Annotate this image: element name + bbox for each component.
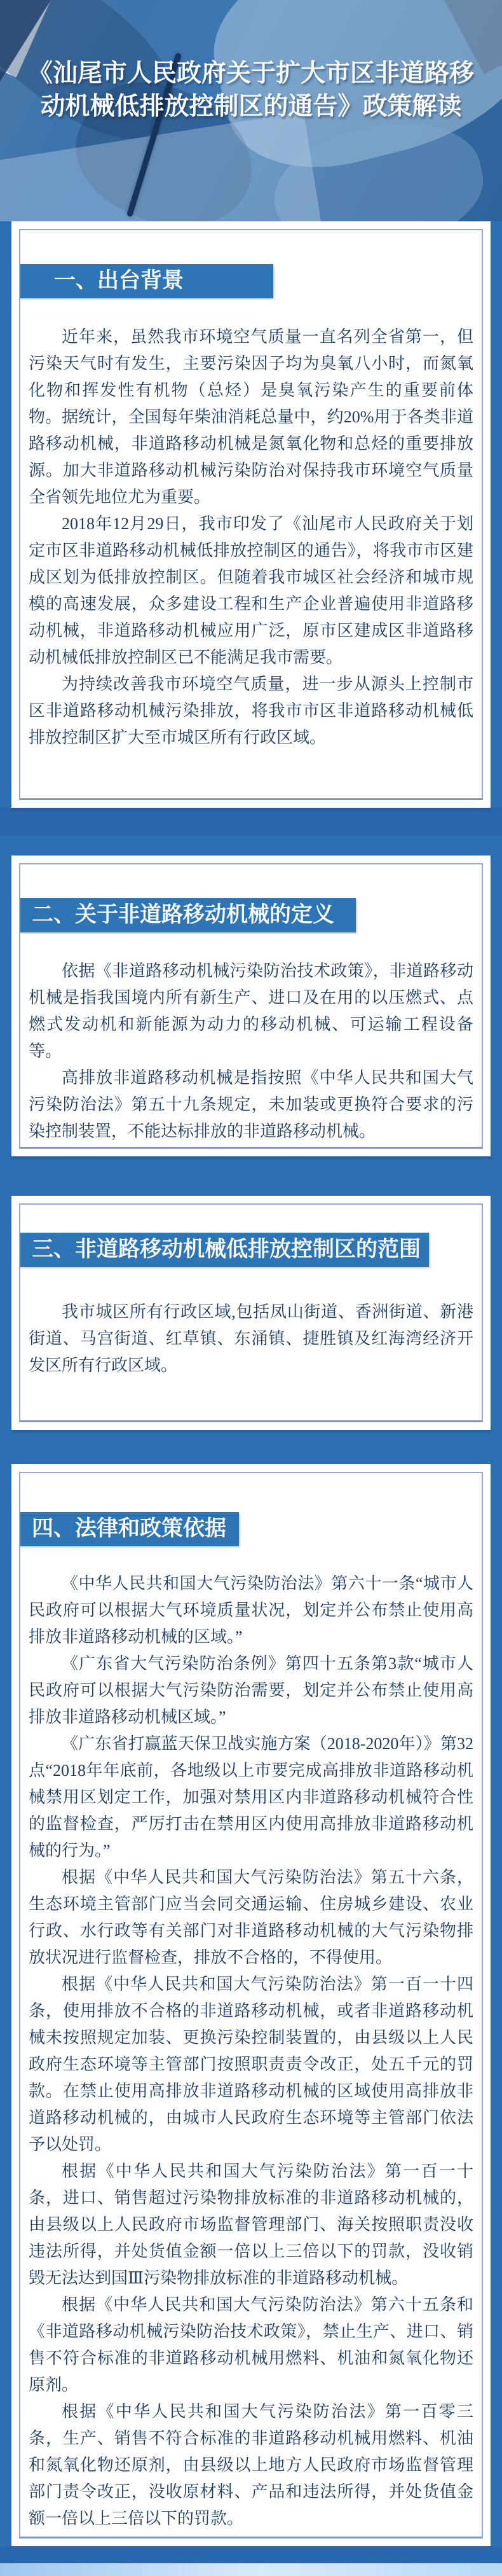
footer-light-strip xyxy=(0,2563,502,2576)
section-card-scope xyxy=(11,1196,491,1430)
paragraph: 《广东省大气污染防治条例》第四十五条第3款“城市人民政府可以根据大气污染防治需要，划定并公布禁止使用高排放非道路移动机械区域。” xyxy=(29,1654,473,1726)
paragraph: 2018年12月29日，我市印发了《汕尾市人民政府关于划定市区非道路移动机械低排放控制区的通告》，将我市市区建成区划为低排放控制区。但随着我市城区社会经济和城市规模的高速发展，众多建设工程和生产企业普遍使用非道路移动机械，非道路移动机械应用广泛，原市区建成区非道路移动机械低排放控制区已不能满足我市需要。 xyxy=(29,515,473,667)
section-heading-bar-3 xyxy=(19,1233,429,1267)
hero-banner xyxy=(0,0,502,221)
section-card-legal-basis xyxy=(11,1464,491,2546)
card-inner-border xyxy=(19,1472,483,2538)
paragraph: 根据《中华人民共和国大气污染防治法》第一百零三条，生产、销售不符合标准的非道路移动机械用燃料、机油和氮氧化物还原剂，由县级以上地方人民政府市场监督管理部门责令改正，没收原材料、产品和违法所得，并处货值金额一倍以上三倍以下的罚款。 xyxy=(29,2402,473,2528)
section-body xyxy=(20,958,482,1145)
paragraph: 《中华人民共和国大气污染防治法》第六十一条“城市人民政府可以根据大气环境质量状况，划定并公布禁止使用高排放非道路移动机械的区域。” xyxy=(29,1574,473,1646)
section-body xyxy=(20,324,482,751)
card-inner-border xyxy=(19,863,483,1149)
section-heading-bar-4 xyxy=(19,1512,239,1546)
page-title: 《汕尾市人民政府关于扩大市区非道路移动机械低排放控制区的通告》政策解读 xyxy=(27,60,474,120)
paragraph: 我市城区所有行政区域,包括凤山街道、香洲街道、新港街道、马宫街道、红草镇、东涌镇、捷胜镇及红海湾经济开发区所有行政区域。 xyxy=(29,1303,473,1375)
section-heading-label: 四、法律和政策依据 xyxy=(32,1517,226,1541)
bottom-blue-band xyxy=(0,2546,502,2563)
paragraph: 高排放非道路移动机械是指按照《中华人民共和国大气污染防治法》第五十九条规定，未加装或更换符合要求的污染控制装置，不能达标排放的非道路移动机械。 xyxy=(29,1069,473,1140)
paragraph: 根据《中华人民共和国大气污染防治法》第五十六条，生态环境主管部门应当会同交通运输、住房城乡建设、农业行政、水行政等有关部门对非道路移动机械的大气污染物排放状况进行监督检查，排放不合格的，不得使用。 xyxy=(29,1868,473,1967)
section-card-background xyxy=(11,221,491,808)
paragraph: 根据《中华人民共和国大气污染防治法》第一百一十四条，使用排放不合格的非道路移动机械，或者非道路移动机械未按照规定加装、更换污染控制装置的，由县级以上人民政府生态环境等主管部门按照职责责令改正，处五千元的罚款。在禁止使用高排放非道路移动机械的区域使用高排放非道路移动机械的，由城市人民政府生态环境等主管部门依法予以处罚。 xyxy=(29,1975,473,2154)
section-heading-label: 一、出台背景 xyxy=(54,269,184,293)
paragraph: 近年来，虽然我市环境空气质量一直名列全省第一，但污染天气时有发生，主要污染因子均为臭氧八小时，而氮氧化物和挥发性有机物（总烃）是臭氧污染产生的重要前体物。据统计，全国每年柴油消耗总量中，约20%用于各类非道路移动机械，非道路移动机械是氮氧化物和总烃的重要排放源。加大非道路移动机械污染防治对保持我市环境空气质量全省领先地位尤为重要。 xyxy=(29,328,473,506)
section-heading-bar-1 xyxy=(19,264,273,298)
section-card-definition xyxy=(11,855,491,1156)
paragraph: 依据《非道路移动机械污染防治技术政策》，非道路移动机械是指我国境内所有新生产、进口及在用的以压燃式、点燃式发动机和新能源为动力的移动机械、可运输工程设备等。 xyxy=(29,962,473,1060)
section-body xyxy=(20,1299,482,1379)
section-heading-bar-2 xyxy=(19,898,356,932)
section-heading-label: 二、关于非道路移动机械的定义 xyxy=(32,903,334,927)
card-inner-border xyxy=(19,1203,483,1422)
section-body xyxy=(20,1570,482,2532)
background-seam-band xyxy=(0,808,502,835)
paragraph: 根据《中华人民共和国大气污染防治法》第六十五条和《非道路移动机械污染防治技术政策》，禁止生产、进口、销售不符合标准的非道路移动机械用燃料、机油和氮氧化物还原剂。 xyxy=(29,2296,473,2394)
card-inner-border xyxy=(19,229,483,800)
paragraph: 《广东省打赢蓝天保卫战实施方案（2018-2020年）》第32点“2018年年底前，各地级以上市要完成高排放非道路移动机械禁用区划定工作，加强对禁用区内非道路移动机械符合性的监督检查，严厉打击在禁用区内使用高排放非道路移动机械的行为。” xyxy=(29,1735,473,1860)
paragraph: 根据《中华人民共和国大气污染防治法》第一百一十条，进口、销售超过污染物排放标准的非道路移动机械的，由县级以上人民政府市场监督管理部门、海关按照职责没收违法所得，并处货值金额一倍以上三倍以下的罚款，没收销毁无法达到国Ⅲ污染物排放标准的非道路移动机械。 xyxy=(29,2162,473,2287)
section-heading-label: 三、非道路移动机械低排放控制区的范围 xyxy=(32,1238,421,1261)
paragraph: 为持续改善我市环境空气质量，进一步从源头上控制市区非道路移动机械污染排放，将我市市区非道路移动机械低排放控制区扩大至市城区所有行政区域。 xyxy=(29,675,473,747)
